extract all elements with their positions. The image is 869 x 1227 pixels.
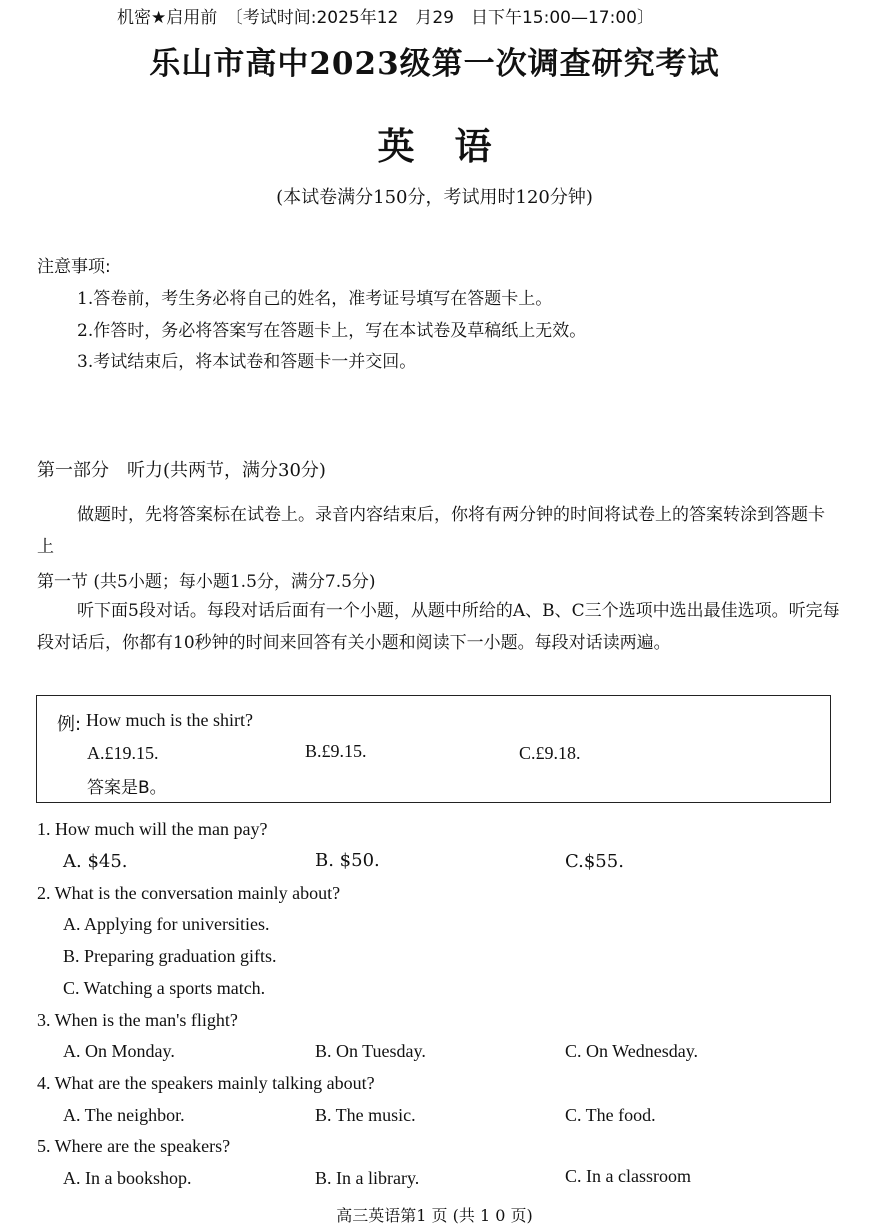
exam-title: 乐山市高中2023级第一次调查研究考试 [149,46,720,82]
question-option: A. On Monday. [63,1041,175,1061]
example-prefix: 例: [57,714,82,735]
notice-item: 2.作答时，务必将答案写在答题卡上，写在本试卷及草稿纸上无效。 [77,321,587,341]
question-option: A. In a bookshop. [63,1168,192,1188]
question-option: C. The food. [565,1105,656,1125]
question-option: C. Watching a sports match. [63,978,266,998]
example-question: How much is the shirt? [86,710,253,730]
page-footer: 高三英语第1 页 (共 1 0 页) [336,1206,533,1225]
question-option: B. On Tuesday. [315,1041,426,1061]
part1-heading: 第一部分 听力(共两节，满分30分) [37,460,326,481]
notice-item: 1.答卷前，考生务必将自己的姓名，准考证号填写在答题卡上。 [77,289,553,309]
example-option-b: B.£9.15. [305,741,367,761]
question-stem: 2. What is the conversation mainly about? [37,883,341,903]
example-option-a: A.£19.15. [87,743,159,763]
paper-score-and-duration: (本试卷满分150分，考试用时120分钟) [276,187,593,208]
question-option: A. $45. [63,851,128,872]
question-stem: 1. How much will the man pay? [37,819,268,839]
question-stem: 4. What are the speakers mainly talking about? [37,1073,375,1093]
notice-item: 3.考试结束后，将本试卷和答题卡一并交回。 [77,352,417,372]
notice-heading: 注意事项: [37,257,111,277]
question-option: C. In a classroom [565,1166,691,1186]
section1-heading: 第一节 (共5小题；每小题1.5分，满分7.5分) [37,572,376,592]
subject-title: 英语 [377,124,532,168]
question-option: B. $50. [315,850,380,871]
question-option: A. The neighbor. [63,1105,185,1125]
question-option: B. In a library. [315,1168,420,1188]
question-stem: 3. When is the man's flight? [37,1010,238,1030]
question-option: A. Applying for universities. [63,914,270,934]
example-option-c: C.£9.18. [519,743,581,763]
example-answer: 答案是B。 [87,778,167,798]
question-option: C. On Wednesday. [565,1041,699,1061]
question-option: C.$55. [565,851,624,872]
confidentiality-and-exam-time: 机密★启用前 〔考试时间:2025年12 月29 日下午15:00—17:00〕 [117,8,654,28]
question-stem: 5. Where are the speakers? [37,1136,231,1156]
section1-instruction: 听下面5段对话。每段对话后面有一个小题，从题中所给的A、B、C三个选项中选出最佳选项。听完每段对话后，你都有10秒钟的时间来回答有关小题和阅读下一小题。每段对话读两遍。 [37,601,840,653]
part1-instruction: 做题时，先将答案标在试卷上。录音内容结束后，你将有两分钟的时间将试卷上的答案转涂到答题卡上 [37,505,825,557]
question-option: B. The music. [315,1105,416,1125]
question-option: B. Preparing graduation gifts. [63,946,277,966]
